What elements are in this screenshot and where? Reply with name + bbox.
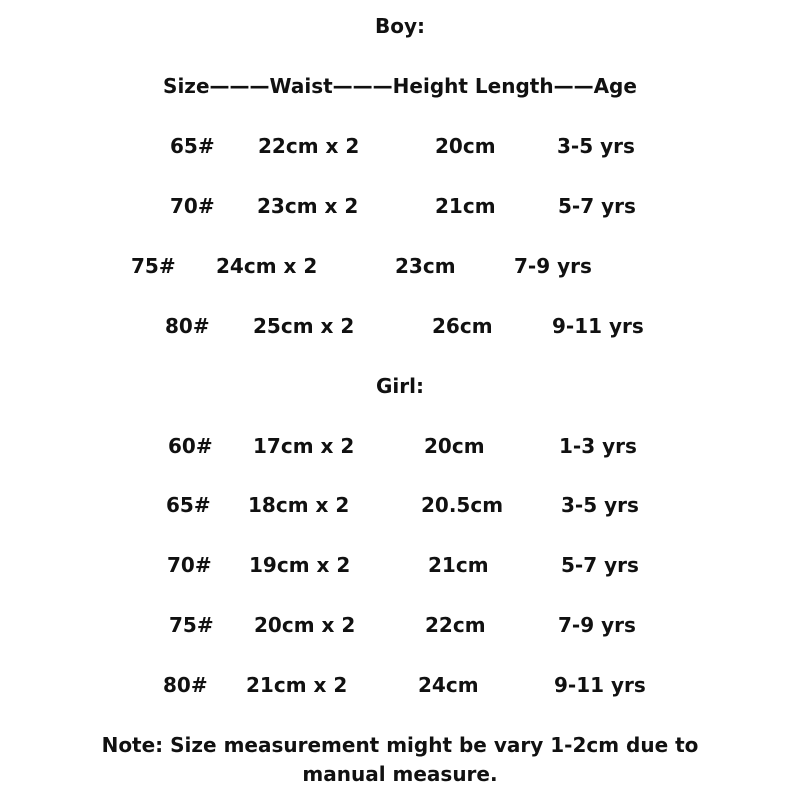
waist-cell: 20cm x 2 — [254, 613, 356, 637]
height-cell: 21cm — [435, 194, 496, 218]
table-row — [0, 671, 800, 699]
boy-title: Boy: — [374, 14, 426, 38]
age-cell: 7-9 yrs — [558, 613, 636, 637]
table-row — [0, 252, 800, 280]
height-cell: 23cm — [395, 254, 456, 278]
waist-cell: 24cm x 2 — [216, 254, 318, 278]
size-cell: 80# — [163, 673, 208, 697]
age-cell: 7-9 yrs — [514, 254, 592, 278]
age-cell: 3-5 yrs — [561, 493, 639, 517]
height-cell: 21cm — [428, 553, 489, 577]
girl-title: Girl: — [376, 374, 424, 398]
table-row — [0, 312, 800, 340]
size-header: Size———Waist———Height Length——Age — [163, 74, 637, 98]
table-row — [0, 551, 800, 579]
size-cell: 60# — [168, 434, 213, 458]
table-row — [0, 611, 800, 639]
waist-cell: 22cm x 2 — [258, 134, 360, 158]
height-cell: 20.5cm — [421, 493, 504, 517]
size-cell: 65# — [170, 134, 215, 158]
table-row — [0, 491, 800, 519]
age-cell: 3-5 yrs — [557, 134, 635, 158]
height-cell: 20cm — [424, 434, 485, 458]
size-cell: 75# — [131, 254, 176, 278]
size-cell: 70# — [170, 194, 215, 218]
size-cell: 75# — [169, 613, 214, 637]
age-cell: 5-7 yrs — [561, 553, 639, 577]
table-row — [0, 192, 800, 220]
height-cell: 26cm — [432, 314, 493, 338]
size-cell: 70# — [167, 553, 212, 577]
age-cell: 9-11 yrs — [554, 673, 646, 697]
table-row — [0, 132, 800, 160]
height-cell: 24cm — [418, 673, 479, 697]
waist-cell: 18cm x 2 — [248, 493, 350, 517]
waist-cell: 21cm x 2 — [246, 673, 348, 697]
age-cell: 1-3 yrs — [559, 434, 637, 458]
waist-cell: 23cm x 2 — [257, 194, 359, 218]
height-cell: 20cm — [435, 134, 496, 158]
age-cell: 9-11 yrs — [552, 314, 644, 338]
size-cell: 80# — [165, 314, 210, 338]
measurement-note: Note: Size measurement might be vary 1-2cm due to manual measure. — [101, 733, 699, 786]
table-row — [0, 432, 800, 460]
size-cell: 65# — [166, 493, 211, 517]
waist-cell: 19cm x 2 — [249, 553, 351, 577]
height-cell: 22cm — [425, 613, 486, 637]
waist-cell: 25cm x 2 — [253, 314, 355, 338]
waist-cell: 17cm x 2 — [253, 434, 355, 458]
age-cell: 5-7 yrs — [558, 194, 636, 218]
